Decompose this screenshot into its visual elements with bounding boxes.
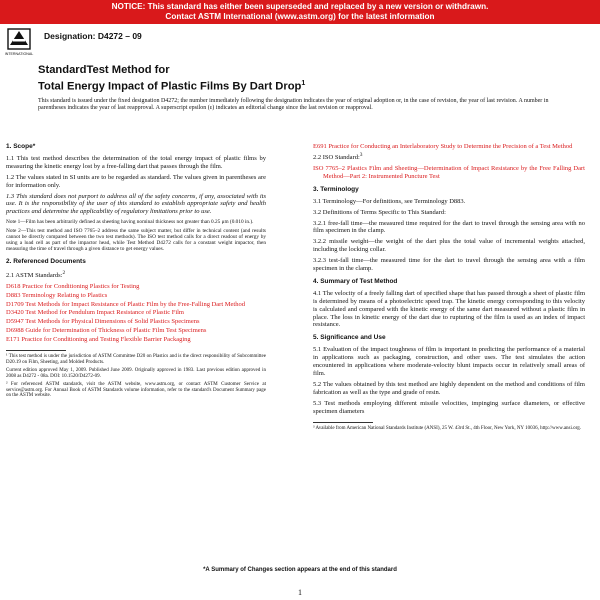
footnote-divider	[313, 422, 373, 423]
ref-link[interactable]: D3420	[6, 309, 24, 317]
ref-link[interactable]: D6988	[6, 327, 24, 335]
note-2: Note 2—This test method and ISO 7765–2 address the same subject matter, but differ in technical content (and results cannot be directly compared between the two test methods). The ISO test method calls for a direct readout of energy by using a load cell as part of the impactor head, while Test Method D4272 calls for a constant weight impactor, then measuring the time of travel through a given distance to get energy values.	[6, 227, 266, 253]
ref-title[interactable]: Guide for Determination of Thickness of Plastic Film Test Specimens	[23, 327, 207, 335]
ref-title[interactable]: Practice for Conditioning Plastics for Testing	[20, 282, 140, 290]
ref-link[interactable]: D1709	[6, 300, 24, 308]
para-4-1: 4.1 The velocity of a freely falling dart of specified shape that has passed through a sheet of plastic film is determined by means of a photoelectric speed trap. The kinetic energy corresponding to this velocity is calculated and compared with the kinetic energy of the same dart measured without a plastic film in place. The loss in kinetic energy of the dart due to rupturing of the film is used as an index of impact resistance.	[313, 289, 585, 329]
para-1-3: 1.3 This standard does not purport to address all of the safety concerns, if any, associated with its use. It is the responsibility of the user of this standard to establish appropriate safety and health practices and determine the applicability of regulatory limitations prior to use.	[6, 192, 266, 216]
ref-title[interactable]: Test Method for Pendulum Impact Resistance of Plastic Film	[23, 309, 184, 317]
fixed-designation-note: This standard is issued under the fixed designation D4272; the number immediately following the designation indicates the year of original adoption or, in the case of revision, the year of last revision. A number in parentheses indicates the year of last reapproval. A superscript epsilon (ε) indicates an editorial change since the last revision or reapproval.	[38, 98, 549, 112]
designation: Designation: D4272 – 09	[44, 31, 142, 41]
document-title	[38, 64, 305, 94]
summary-of-changes-note: *A Summary of Changes section appears at the end of this standard	[203, 567, 397, 573]
title-footnote-mark: 1	[301, 80, 306, 87]
note-1: Note 1—Film has been arbitrarily defined as sheeting having nominal thickness not greater than 0.25 μm (0.010 in.).	[6, 219, 254, 226]
ref-item	[313, 165, 585, 181]
ref-link[interactable]: E691	[313, 143, 327, 150]
notice-line-1: NOTICE: This standard has either been superseded and replaced by a new version or withdrawn.	[111, 2, 489, 11]
ref-item	[6, 327, 266, 335]
footnote-3: ³ Available from American National Standards Institute (ANSI), 25 W. 43rd St., 4th Floor, New York, NY 10036, http://www.ansi.org.	[313, 425, 581, 431]
left-column	[6, 143, 266, 401]
astm-standards-mark: 2	[62, 269, 66, 276]
section-1-heading: 1. Scope*	[6, 143, 36, 150]
ref-title[interactable]: Practice for Conditioning and Testing Flexible Barrier Packaging	[19, 336, 191, 344]
footnote-2: ² For referenced ASTM standards, visit the ASTM website, www.astm.org, or contact ASTM Customer Service at service@astm.org. For Annual Book of ASTM Standards volume information, refer to the standard's Document Summary page on the ASTM website.	[6, 381, 266, 399]
para-3-2-3: 3.2.3 test-fall time—the measured time for the dart to travel through the sensing area with a film specimen in the clamp.	[313, 257, 585, 273]
logo-wordmark: INTERNATIONAL	[4, 52, 34, 56]
ref-link[interactable]: E171	[6, 336, 20, 344]
right-column	[313, 143, 585, 433]
ref-title[interactable]: Test Methods for Physical Dimensions of Solid Plastics Specimens	[23, 318, 200, 326]
ref-item	[6, 309, 266, 317]
ref-link[interactable]: D883	[6, 291, 21, 299]
para-3-2-1: 3.2.1 free-fall time—the measured time required for the dart to travel through the sensing area with no film specimen in the clamp.	[313, 219, 585, 235]
ref-link[interactable]: ISO 7765–2	[313, 164, 346, 172]
para-5-3: 5.3 Test methods employing different missile velocities, impinging surface diameters, or effective specimen diameters	[313, 399, 585, 415]
para-1-1: 1.1 This test method describes the determination of the total energy impact of plastic films by measuring the kinetic energy lost by a free-falling dart that passes through the film.	[6, 154, 266, 170]
title-line-2	[38, 77, 305, 94]
astm-standards-text: 2.1 ASTM Standards:	[6, 271, 63, 279]
footnote-1-edition: Current edition approved May 1, 2009. Published June 2009. Originally approved in 1983. Last previous edition approved in 2008 as D4272 - 08a. DOI: 10.1520/D4272-09.	[6, 367, 266, 379]
ref-title[interactable]: Test Methods for Impact Resistance of Plastic Film by the Free-Falling Dart Method	[23, 300, 245, 308]
notice-line-2: Contact ASTM International (www.astm.org) for the latest information	[165, 12, 435, 21]
ref-item	[6, 292, 266, 300]
reference-list	[6, 283, 266, 344]
ref-link[interactable]: D618	[6, 282, 21, 290]
para-3-2: 3.2 Definitions of Terms Specific to This Standard:	[313, 208, 446, 216]
ref-link[interactable]: D5947	[6, 318, 24, 326]
ref-item	[6, 283, 266, 291]
para-5-2: 5.2 The values obtained by this test method are highly dependent on the method and conditions of film fabrication as well as the type and grade of resin.	[313, 380, 585, 396]
footnote-1: ¹ This test method is under the jurisdiction of ASTM Committee D20 on Plastics and is the direct responsibility of Subcommittee D20.19 on Film, Sheeting, and Molded Products.	[6, 354, 266, 365]
title-line-1: StandardTest Method for	[38, 64, 170, 76]
para-3-2-2: 3.2.2 missile weight—the weight of the dart plus the total value of incremental weights attached, including the locking collar.	[313, 238, 585, 254]
section-5-heading: 5. Significance and Use	[313, 334, 386, 342]
astm-logo	[4, 27, 34, 57]
iso-standards-text: 2.2 ISO Standard:	[313, 154, 360, 162]
ref-title[interactable]: Practice for Conducting an Interlaboratory Study to Determine the Precision of a Test Method	[326, 143, 573, 150]
iso-standards-mark: 3	[359, 151, 363, 158]
ref-item	[6, 336, 266, 344]
ref-title[interactable]: Plastics Film and Sheeting—Determination of Impact Resistance by the Free Falling Dart Method—Part 2: Instrumented Puncture Test	[323, 164, 585, 180]
footnote-divider	[6, 350, 66, 351]
section-4-heading: 4. Summary of Test Method	[313, 277, 398, 285]
withdrawn-notice-banner	[0, 0, 600, 24]
ref-item	[313, 143, 585, 151]
para-1-2: 1.2 The values stated in SI units are to be regarded as standard. The values given in parentheses are for information only.	[6, 173, 266, 189]
para-3-1: 3.1 Terminology—For definitions, see Terminology D883.	[313, 197, 466, 205]
ref-title[interactable]: Terminology Relating to Plastics	[20, 291, 108, 299]
iso-standards-label	[313, 152, 585, 162]
section-3-heading: 3. Terminology	[313, 185, 359, 193]
astm-standards-label	[6, 270, 266, 280]
ref-item	[6, 318, 266, 326]
page-number: 1	[298, 588, 302, 597]
title-line-2-text: Total Energy Impact of Plastic Films By Dart Drop	[38, 80, 302, 93]
section-2-heading: 2. Referenced Documents	[6, 257, 86, 265]
ref-item	[6, 301, 266, 309]
para-5-1: 5.1 Evaluation of the impact toughness of film is important in predicting the performance of a material in applications such as packaging, construction, and other uses. The test simulates the action encountered in applications where moderate-velocity blunt impacts occur in relatively small areas of film.	[313, 346, 585, 377]
